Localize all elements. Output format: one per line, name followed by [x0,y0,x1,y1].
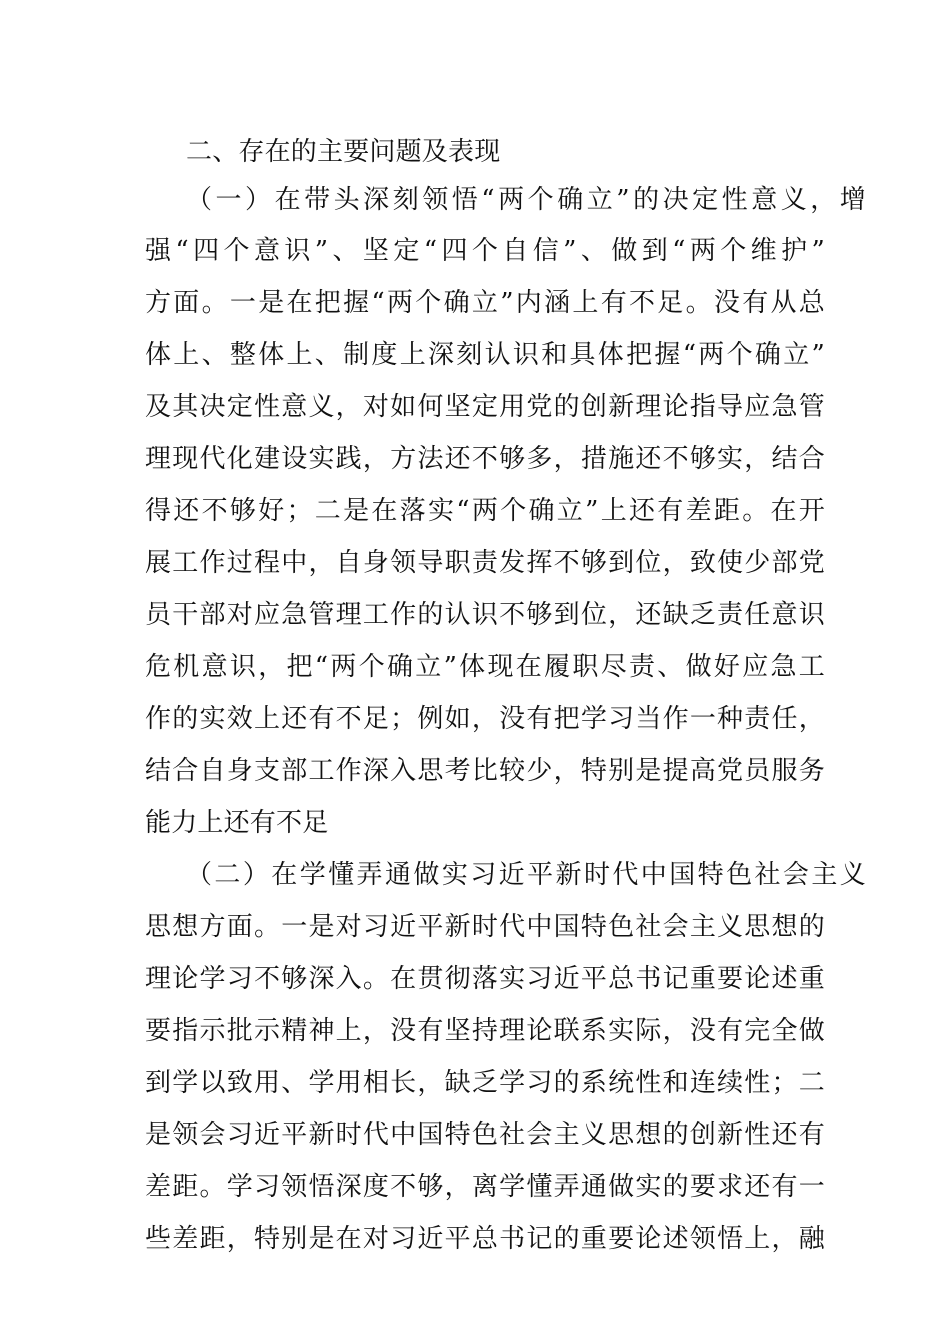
paragraph-line: 作的实效上还有不足；例如，没有把学习当作一种责任， [145,704,825,734]
paragraph-line: （一）在带头深刻领悟“两个确立”的决定性意义，增 [186,185,866,215]
section-heading: 二、存在的主要问题及表现 [186,137,501,167]
paragraph-line: 结合自身支部工作深入思考比较少，特别是提高党员服务 [145,756,825,786]
paragraph-line: 理现代化建设实践，方法还不够多，措施还不够实，结合 [145,444,825,474]
paragraph-line: 些差距，特别是在对习近平总书记的重要论述领悟上，融 [145,1224,825,1254]
paragraph-line: 差距。学习领悟深度不够，离学懂弄通做实的要求还有一 [145,1172,825,1202]
paragraph-line: 思想方面。一是对习近平新时代中国特色社会主义思想的 [145,912,825,942]
paragraph-line: 员干部对应急管理工作的认识不够到位，还缺乏责任意识 [145,600,825,630]
paragraph-line: 展工作过程中，自身领导职责发挥不够到位，致使少部党 [145,548,825,578]
paragraph-line: 及其决定性意义，对如何坚定用党的创新理论指导应急管 [145,392,825,422]
paragraph-line: 要指示批示精神上，没有坚持理论联系实际，没有完全做 [145,1016,825,1046]
paragraph-line: 强“四个意识”、坚定“四个自信”、做到“两个维护” [145,236,825,266]
paragraph-line: （二）在学懂弄通做实习近平新时代中国特色社会主义 [186,860,866,890]
paragraph-line: 是领会习近平新时代中国特色社会主义思想的创新性还有 [145,1120,825,1150]
paragraph-line: 理论学习不够深入。在贯彻落实习近平总书记重要论述重 [145,964,825,994]
paragraph-line: 到学以致用、学用相长，缺乏学习的系统性和连续性；二 [145,1068,825,1098]
paragraph-line: 体上、整体上、制度上深刻认识和具体把握“两个确立” [145,340,825,370]
paragraph-line: 危机意识，把“两个确立”体现在履职尽责、做好应急工 [145,652,825,682]
paragraph-line: 得还不够好；二是在落实“两个确立”上还有差距。在开 [145,496,825,526]
paragraph-line: 方面。一是在把握“两个确立”内涵上有不足。没有从总 [145,288,825,318]
paragraph-line: 能力上还有不足 [145,808,329,838]
